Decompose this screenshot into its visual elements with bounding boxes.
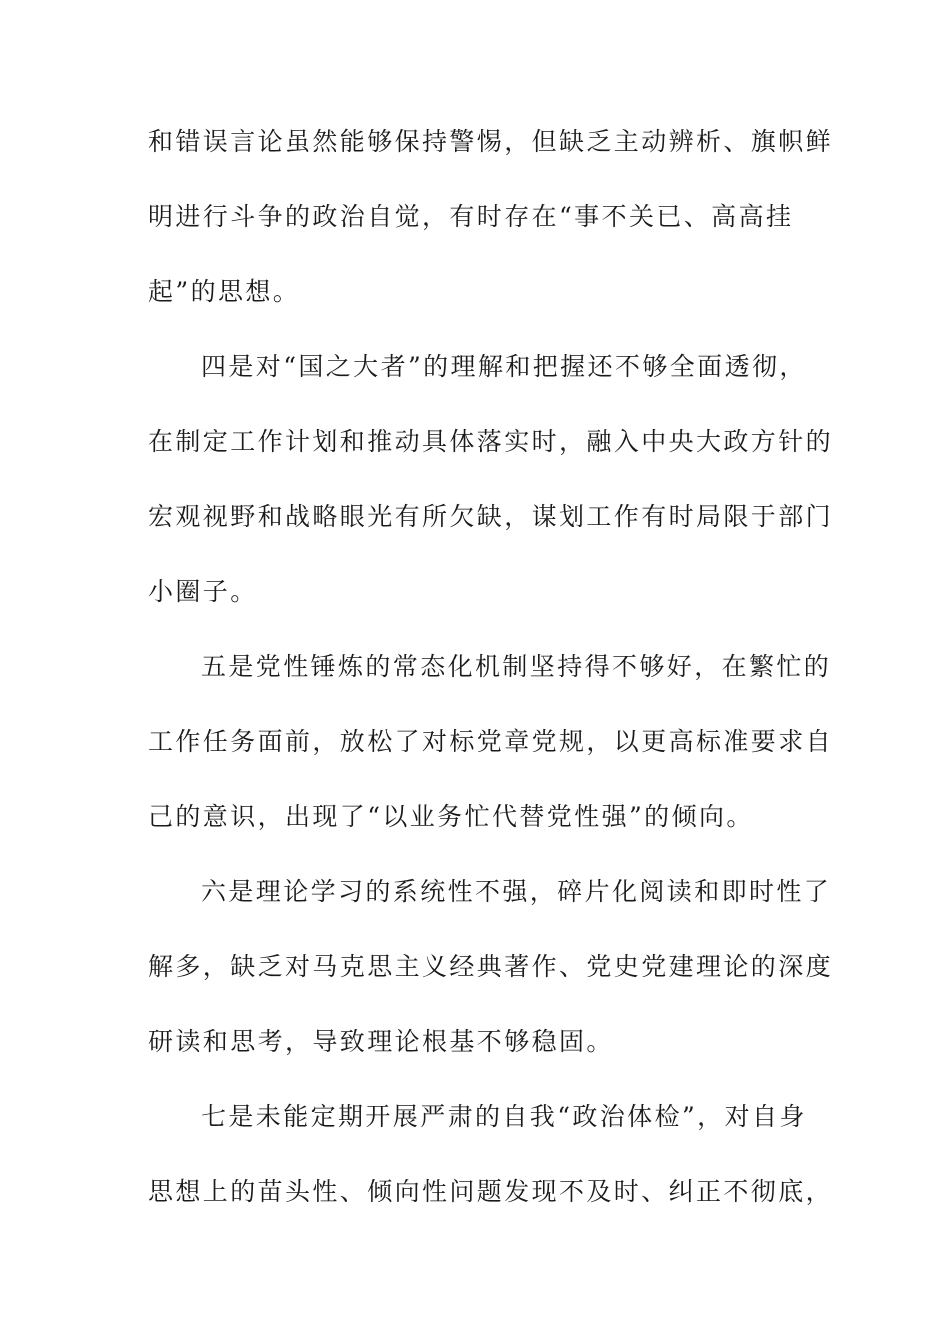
paragraph-line: 四是对“国之大者”的理解和把握还不够全面透彻， xyxy=(201,352,807,381)
paragraph-line: 起”的思想。 xyxy=(148,277,301,306)
paragraph-line: 工作任务面前，放松了对标党章党规，以更高标准要求自 xyxy=(148,727,834,756)
paragraph-line: 和错误言论虽然能够保持警惕，但缺乏主动辨析、旗帜鲜 xyxy=(148,127,834,156)
paragraph-line: 思想上的苗头性、倾向性问题发现不及时、纠正不彻底， xyxy=(148,1177,834,1206)
paragraph-line: 五是党性锤炼的常态化机制坚持得不够好，在繁忙的 xyxy=(201,652,832,681)
paragraph-line: 宏观视野和战略眼光有所欠缺，谋划工作有时局限于部门 xyxy=(148,502,834,531)
paragraph-line: 七是未能定期开展严肃的自我“政治体检”，对自身 xyxy=(201,1102,807,1131)
paragraph-line: 研读和思考，导致理论根基不够稳固。 xyxy=(148,1027,614,1056)
paragraph-line: 明进行斗争的政治自觉，有时存在“事不关已、高高挂 xyxy=(148,202,794,231)
paragraph-line: 六是理论学习的系统性不强，碎片化阅读和即时性了 xyxy=(201,877,832,906)
paragraph-line: 解多，缺乏对马克思主义经典著作、党史党建理论的深度 xyxy=(148,952,834,981)
paragraph-line: 己的意识，出现了“以业务忙代替党性强”的倾向。 xyxy=(148,802,754,831)
paragraph-line: 在制定工作计划和推动具体落实时，融入中央大政方针的 xyxy=(148,427,834,456)
paragraph-line: 小圈子。 xyxy=(148,577,258,606)
